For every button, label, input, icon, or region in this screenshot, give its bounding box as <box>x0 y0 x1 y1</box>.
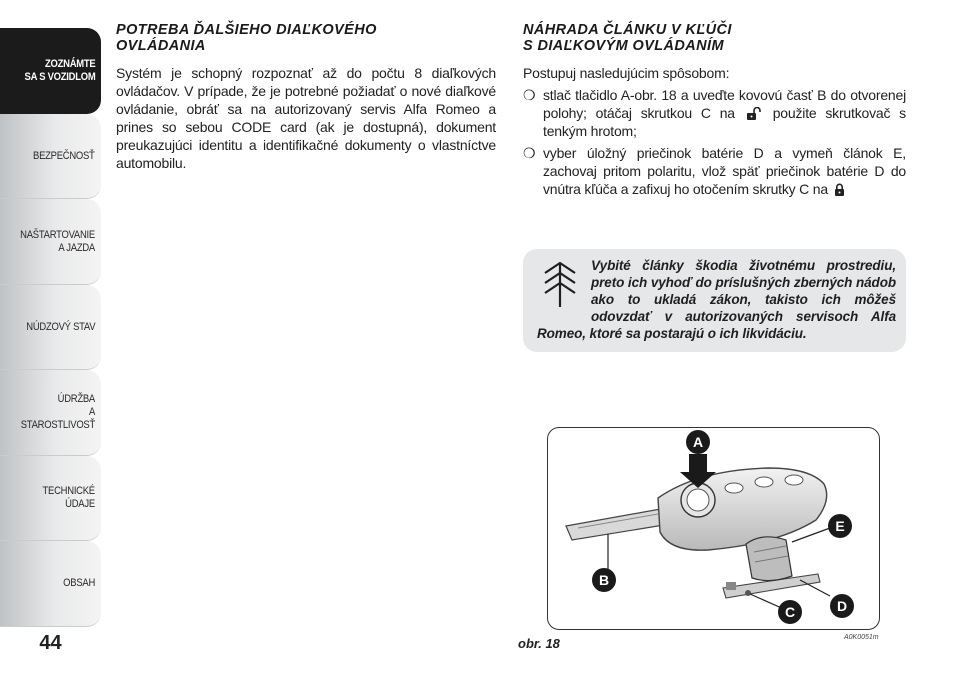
svg-text:E: E <box>835 518 845 534</box>
key-illustration <box>547 427 880 630</box>
tab-starting-and-driving[interactable]: NAŠTARTOVANIE A JAZDA <box>0 199 101 285</box>
battery-cell <box>746 537 792 581</box>
figure-code: A0K0051m <box>844 634 879 641</box>
key-drawing <box>548 428 878 628</box>
callout-b <box>592 568 616 592</box>
tab-getting-to-know-vehicle[interactable]: ZOZNÁMTE SA S VOZIDLOM <box>0 28 101 114</box>
bullet-mark: ❍ <box>523 145 536 161</box>
figure-label: obr. 18 <box>518 636 560 651</box>
bullet-mark: ❍ <box>523 87 536 103</box>
callout-d <box>830 594 854 618</box>
key-button <box>725 483 743 493</box>
tab-technical-data[interactable]: TECHNICKÉ ÚDAJE <box>0 456 101 541</box>
page-number: 44 <box>39 632 62 654</box>
tab-safety[interactable]: BEZPEČNOSŤ <box>0 114 101 199</box>
additional-remote-section <box>116 22 496 172</box>
environment-note <box>523 249 906 352</box>
svg-text:D: D <box>836 598 848 614</box>
lock-icon <box>834 183 845 196</box>
section-title: POTREBA ĎALŠIEHO DIAĽKOVÉHO OVLÁDANIA <box>116 22 377 54</box>
callout-c <box>778 600 802 624</box>
key-button <box>755 477 773 487</box>
chapter-sidebar <box>0 28 101 627</box>
key-button <box>785 475 803 485</box>
battery-replacement-section <box>523 22 906 202</box>
tab-contents[interactable]: OBSAH <box>0 541 101 627</box>
svg-text:A: A <box>692 434 704 450</box>
callout-a <box>686 430 710 454</box>
list-item: ❍ stlač tlačidlo A-obr. 18 a uveďte kovovú časť B do otvorenej polohy; otáčaj skrutkou C na použite skrutkovač s tenkým hrotom; <box>523 87 906 139</box>
note-text: Vybité články škodia životnému prostrediu, preto ich vyhoď do príslušných zberných nádob ako to ukladá zákon, takisto ich môžeš odovzdať v autorizovaných servisoch Alfa Romeo, ktoré sa postarajú o ich likvidáciu. <box>537 258 896 341</box>
key-blade <box>566 508 670 540</box>
screw <box>745 590 751 596</box>
section-body: Systém je schopný rozpoznať až do počtu 8 diaľkových ovládačov. V prípade, že je potrebné požiadať o nové diaľkové ovládanie, obráť sa na autorizovaný servis Alfa Romeo a prines so sebou CODE card (ak je dostupná), dokument preukazujúci identitu a identifikačné dokumenty o vlastníctve automobilu. <box>116 65 496 171</box>
tree-icon <box>537 257 583 311</box>
tab-maintenance[interactable]: ÚDRŽBA A STAROSTLIVOSŤ <box>0 370 101 456</box>
tab-emergency[interactable]: NÚDZOVÝ STAV <box>0 285 101 370</box>
intro-text: Postupuj nasledujúcim spôsobom: <box>523 65 730 81</box>
section-title: NÁHRADA ČLÁNKU V KĽÚČI S DIAĽKOVÝM OVLÁDANÍM <box>523 22 732 54</box>
svg-text:B: B <box>598 572 610 588</box>
svg-text:C: C <box>784 604 796 620</box>
list-item: ❍ vyber úložný priečinok batérie D a vymeň článok E, zachovaj pritom polaritu, vlož späť priečinok batérie D do vnútra kľúča a zafixuj ho otočením skrutky C na <box>523 145 906 197</box>
unlock-icon <box>746 107 762 120</box>
callout-e <box>828 514 852 538</box>
